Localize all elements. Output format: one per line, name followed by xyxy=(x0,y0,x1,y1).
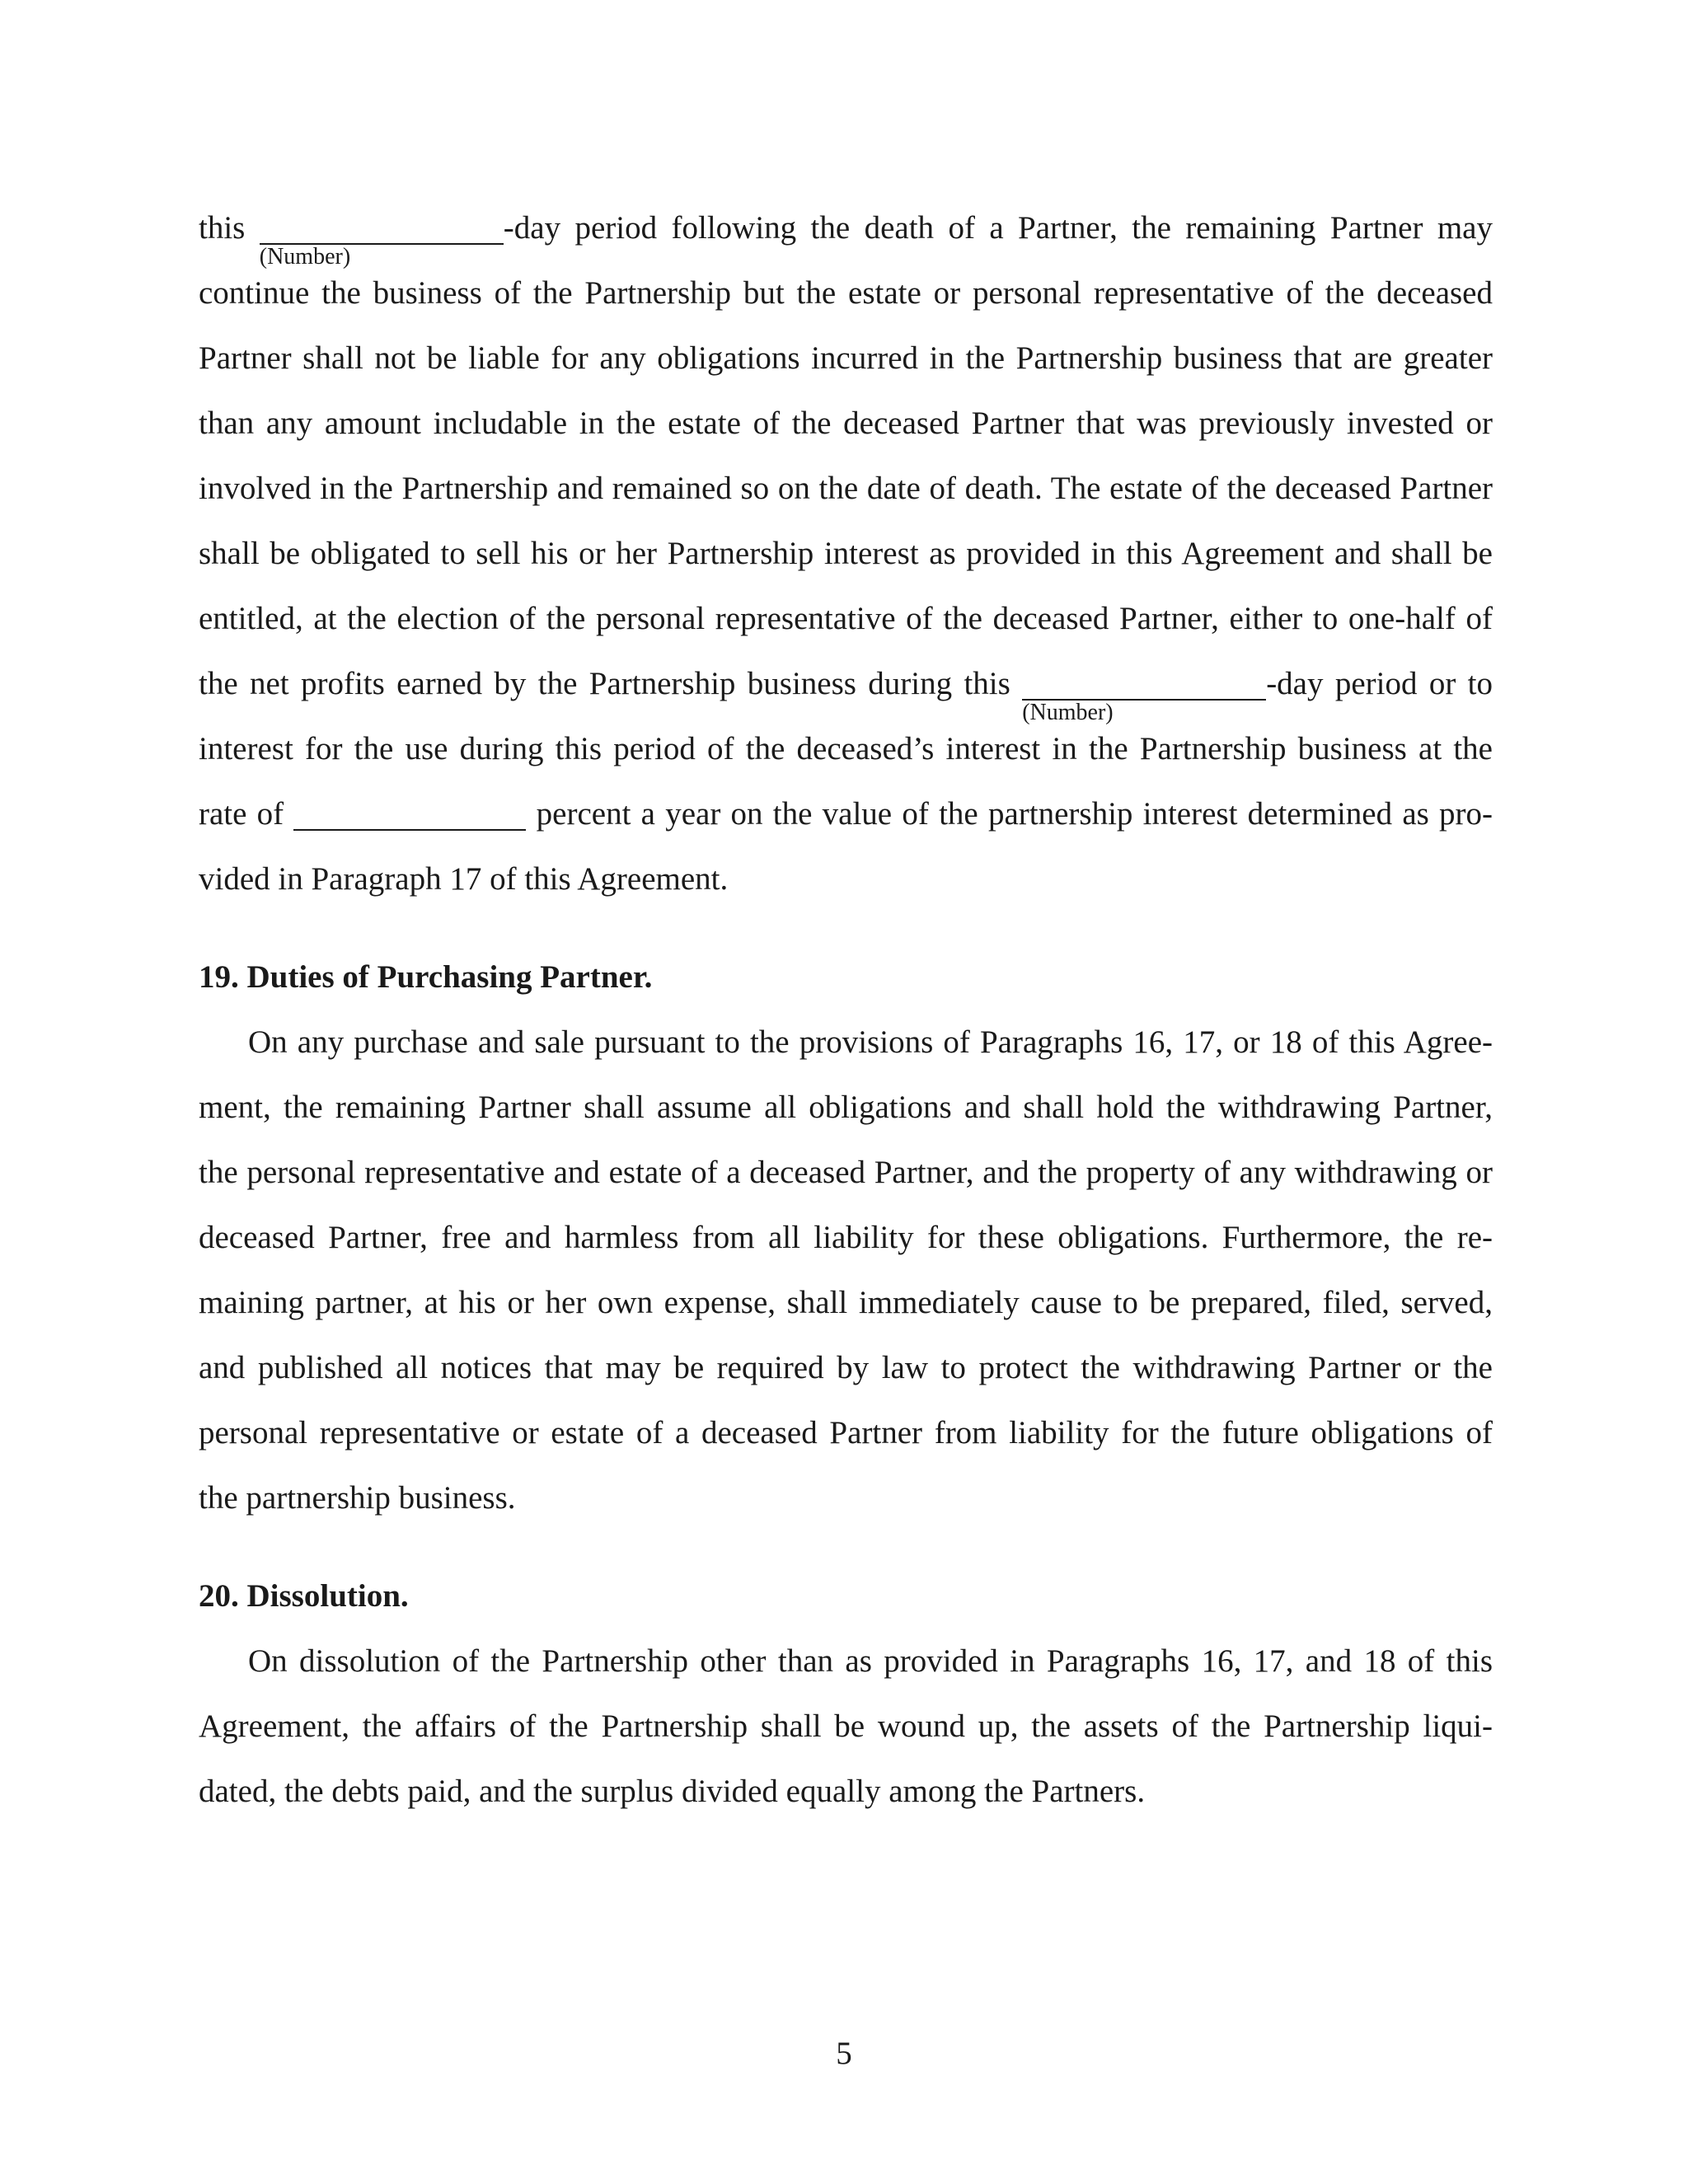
paragraph-line: personal representative or estate of a deceased Partner from liability for the future obligations of xyxy=(199,1415,1493,1451)
line-text: the net profits earned by the Partnership business during this xyxy=(199,666,1010,701)
paragraph-line: Partner shall not be liable for any obligations incurred in the Partnership business that are greater xyxy=(199,340,1493,376)
line-text: -day period or to xyxy=(1266,666,1493,701)
paragraph-line: the personal representative and estate of a deceased Partner, and the property of any withdrawing or xyxy=(199,1155,1493,1190)
paragraph-line: On dissolution of the Partnership other than as provided in Paragraphs 16, 17, and 18 of this xyxy=(248,1643,1493,1679)
paragraph-line: the partnership business. xyxy=(199,1480,516,1516)
blank-caption: (Number) xyxy=(1022,700,1114,725)
paragraph-line: shall be obligated to sell his or her Partnership interest as provided in this Agreement and shall be xyxy=(199,536,1493,571)
section-heading: 20. Dissolution. xyxy=(199,1578,409,1614)
line-text: rate of xyxy=(199,796,284,832)
line-text: -day period following the death of a Partner, the remaining Partner may xyxy=(503,210,1493,246)
paragraph-line: ment, the remaining Partner shall assume all obligations and shall hold the withdrawing Partner, xyxy=(199,1090,1493,1125)
line-text: this xyxy=(199,210,246,246)
page-number: 5 xyxy=(836,2036,852,2071)
percent-blank xyxy=(293,801,526,831)
paragraph-line: involved in the Partnership and remained so on the date of death. The estate of the deceased Partner xyxy=(199,471,1493,506)
paragraph-line: vided in Paragraph 17 of this Agreement. xyxy=(199,861,729,897)
section-heading: 19. Duties of Purchasing Partner. xyxy=(199,959,653,995)
paragraph-line: than any amount includable in the estate of the deceased Partner that was previously invested or xyxy=(199,405,1493,441)
paragraph-line: entitled, at the election of the personal representative of the deceased Partner, either to one-half of xyxy=(199,601,1493,636)
number-blank xyxy=(1022,671,1266,725)
paragraph-line: Agreement, the affairs of the Partnership shall be wound up, the assets of the Partnership liqui- xyxy=(199,1708,1493,1744)
number-blank xyxy=(259,215,504,269)
paragraph-line: interest for the use during this period of the deceased’s interest in the Partnership business at the xyxy=(199,731,1493,766)
paragraph-line: dated, the debts paid, and the surplus divided equally among the Partners. xyxy=(199,1774,1146,1809)
paragraph-line: maining partner, at his or her own expense, shall immediately cause to be prepared, filed, served, xyxy=(199,1285,1493,1320)
paragraph-line: On any purchase and sale pursuant to the provisions of Paragraphs 16, 17, or 18 of this Agree- xyxy=(248,1024,1493,1060)
paragraph-line: deceased Partner, free and harmless from all liability for these obligations. Furthermore, the re- xyxy=(199,1220,1493,1255)
paragraph-line xyxy=(199,794,1493,834)
line-text: percent a year on the value of the partnership interest determined as pro- xyxy=(536,796,1493,832)
paragraph-line xyxy=(199,209,1493,269)
blank-caption: (Number) xyxy=(259,244,351,269)
paragraph-line: and published all notices that may be required by law to protect the withdrawing Partner or the xyxy=(199,1350,1493,1385)
paragraph-line xyxy=(199,664,1493,725)
paragraph-line: continue the business of the Partnership but the estate or personal representative of the deceased xyxy=(199,275,1493,311)
